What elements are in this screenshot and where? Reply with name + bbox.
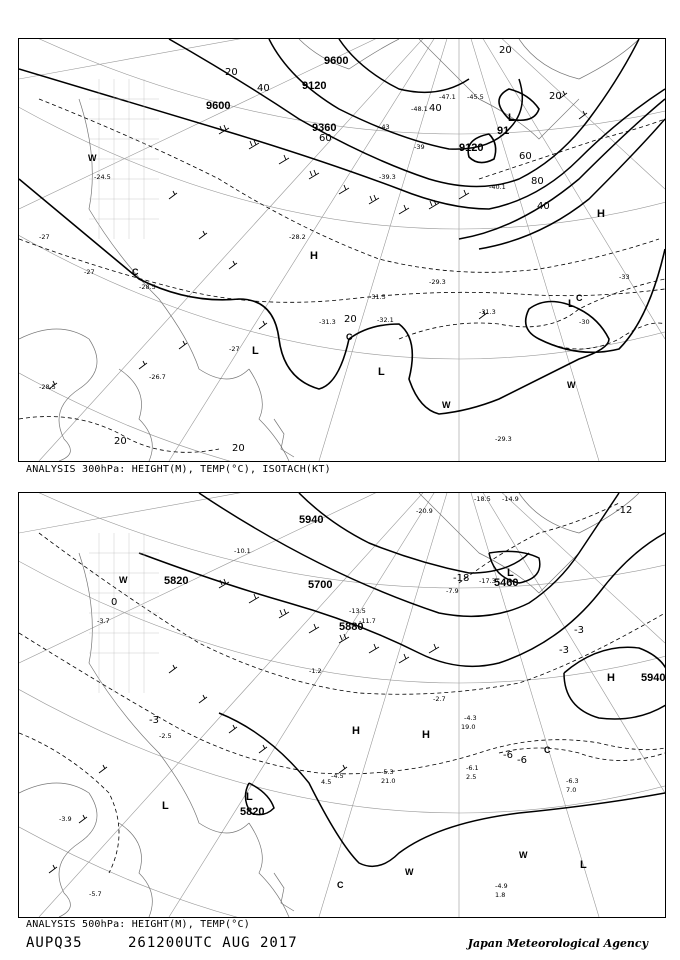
cold-label: C xyxy=(544,745,551,755)
product-code: AUPQ35 xyxy=(26,935,83,951)
height-label: 91 xyxy=(497,125,510,137)
low-pressure-label: L xyxy=(580,859,587,871)
cold-label: C xyxy=(132,267,139,277)
station-temp: -31.3 xyxy=(319,318,336,326)
map-300hpa xyxy=(18,38,666,462)
station-temp: -39 xyxy=(414,143,425,151)
high-pressure-label: H xyxy=(310,250,318,262)
map-300hpa-graphic xyxy=(19,39,665,461)
station-temp: -24.5 xyxy=(94,173,111,181)
station-temp: -48.1 xyxy=(411,105,428,113)
low-pressure-label: L xyxy=(508,112,515,124)
station-temp: -27 xyxy=(84,268,95,276)
isotherm-label: -6 xyxy=(503,750,513,761)
low-pressure-label: L xyxy=(162,800,169,812)
high-pressure-label: H xyxy=(607,672,615,684)
isotach-label: 20 xyxy=(499,45,512,56)
station-temp: -40.1 xyxy=(489,183,506,191)
station-temp: -31.3 xyxy=(479,308,496,316)
height-label: 5940 xyxy=(299,514,324,526)
station-temp: 2.5 xyxy=(466,773,477,781)
station-temp: -2.5 xyxy=(159,732,172,740)
station-temp: -32.1 xyxy=(377,316,394,324)
isotach-label: 40 xyxy=(257,83,270,94)
station-temp: -28.2 xyxy=(289,233,306,241)
station-temp: -13.5 xyxy=(349,607,366,615)
isotach-label: 60 xyxy=(519,151,532,162)
cold-label: C xyxy=(337,880,344,890)
station-temp: -29.3 xyxy=(429,278,446,286)
station-temp: -5.3 xyxy=(381,768,394,776)
isotach-label: 60 xyxy=(319,133,332,144)
station-temp: -10.1 xyxy=(234,547,251,555)
low-pressure-label: L xyxy=(507,567,514,579)
station-temp: -20.9 xyxy=(416,507,433,515)
low-pressure-label: L xyxy=(252,345,259,357)
isotach-label: 20 xyxy=(549,91,562,102)
station-temp: 19.0 xyxy=(461,723,476,731)
isotach-labels xyxy=(114,45,562,454)
station-temp: -3.7 xyxy=(97,617,110,625)
height-label: 5940 xyxy=(641,672,665,684)
station-temp: -29.3 xyxy=(495,435,512,443)
warm-label: W xyxy=(567,380,576,390)
coastlines xyxy=(19,493,639,917)
cold-label: C xyxy=(576,293,583,303)
graticule xyxy=(19,493,665,917)
station-temp: 7.0 xyxy=(566,786,577,794)
station-temp: -45.5 xyxy=(467,93,484,101)
station-temp: -31.5 xyxy=(369,293,386,301)
station-grid xyxy=(89,79,159,239)
map-500hpa-graphic xyxy=(19,493,665,917)
station-temp: 1.8 xyxy=(495,891,506,899)
station-temps xyxy=(39,93,630,443)
warm-label: W xyxy=(442,400,451,410)
isotherm-label: -3 xyxy=(149,715,159,726)
isotach-label: 20 xyxy=(232,443,245,454)
station-temp: -47.1 xyxy=(439,93,456,101)
station-temp: -28.5 xyxy=(39,383,56,391)
high-pressure-label: H xyxy=(597,208,605,220)
station-temp: 4.5 xyxy=(321,778,332,786)
isotach-label: 20 xyxy=(114,436,127,447)
high-pressure-label: H xyxy=(352,725,360,737)
station-temp: -18.5 xyxy=(474,495,491,503)
height-label: 9120 xyxy=(302,80,327,92)
station-temp: -1.2 xyxy=(309,667,322,675)
height-label: 5460 xyxy=(494,577,519,589)
station-temp: -17.3 xyxy=(479,577,496,585)
station-temp: -43 xyxy=(379,123,390,131)
isotherm-label: -12 xyxy=(616,505,633,516)
station-temp: -30 xyxy=(579,318,590,326)
station-temp: -27 xyxy=(229,345,240,353)
station-temp: -4.3 xyxy=(464,714,477,722)
isotherm-label: -3 xyxy=(574,625,584,636)
caption-500hpa: ANALYSIS 500hPa: HEIGHT(M), TEMP(°C) xyxy=(26,919,250,930)
caption-300hpa: ANALYSIS 300hPa: HEIGHT(M), TEMP(°C), ISOTACH(KT) xyxy=(26,464,331,475)
height-label: 9120 xyxy=(459,142,484,154)
station-temp: -4.9 xyxy=(495,882,508,890)
isotach-label: 80 xyxy=(531,176,544,187)
isotherms xyxy=(19,503,665,873)
station-temp: -4.5 xyxy=(331,772,344,780)
height-label: 9360 xyxy=(312,122,337,134)
station-temp: -3.9 xyxy=(59,815,72,823)
isotach-label: 20 xyxy=(344,314,357,325)
low-pressure-label: L xyxy=(378,366,385,378)
graticule xyxy=(19,39,665,461)
station-temp: -6.3 xyxy=(566,777,579,785)
warm-label: W xyxy=(519,850,528,860)
isotherm-label: -18 xyxy=(453,573,470,584)
isotachs xyxy=(19,89,665,414)
station-temp: -39.3 xyxy=(379,173,396,181)
isotach-label: 20 xyxy=(225,67,238,78)
warm-label: W xyxy=(119,575,128,585)
low-pressure-label: L xyxy=(568,298,575,310)
warm-label: W xyxy=(88,153,97,163)
pressure-labels xyxy=(119,567,615,890)
low-pressure-label: L xyxy=(246,791,253,803)
station-temp: -11.7 xyxy=(359,617,376,625)
station-temp: -2.7 xyxy=(433,695,446,703)
height-label: 5700 xyxy=(308,579,333,591)
station-temp: -5.7 xyxy=(89,890,102,898)
height-contours xyxy=(139,493,665,866)
isotherm-label: -6 xyxy=(517,755,527,766)
isotherms xyxy=(19,99,665,452)
isotherm-label: -3 xyxy=(559,645,569,656)
height-label: 5820 xyxy=(164,575,189,587)
isotherm-label: 0 xyxy=(111,597,118,608)
agency-name: Japan Meteorological Agency xyxy=(467,937,648,950)
high-pressure-label: H xyxy=(422,729,430,741)
map-500hpa xyxy=(18,492,666,918)
height-label: 9600 xyxy=(324,55,349,67)
isotach-label: 40 xyxy=(537,201,550,212)
height-label: 5820 xyxy=(240,806,265,818)
warm-label: W xyxy=(405,867,414,877)
station-temp: -14.9 xyxy=(502,495,519,503)
cold-label: C xyxy=(346,332,353,342)
height-label: 9600 xyxy=(206,100,231,112)
station-temp: -26.7 xyxy=(149,373,166,381)
height-label: 5880 xyxy=(339,621,364,633)
station-temp: -7.9 xyxy=(446,587,459,595)
station-temp: -6.1 xyxy=(466,764,479,772)
isotach-label: 40 xyxy=(429,103,442,114)
station-temps xyxy=(59,495,579,899)
station-temp: -27 xyxy=(39,233,50,241)
valid-time: 261200UTC AUG 2017 xyxy=(128,935,298,951)
station-temp: 21.0 xyxy=(381,777,396,785)
station-temp: -33 xyxy=(619,273,630,281)
station-temp: -28.5 xyxy=(139,283,156,291)
